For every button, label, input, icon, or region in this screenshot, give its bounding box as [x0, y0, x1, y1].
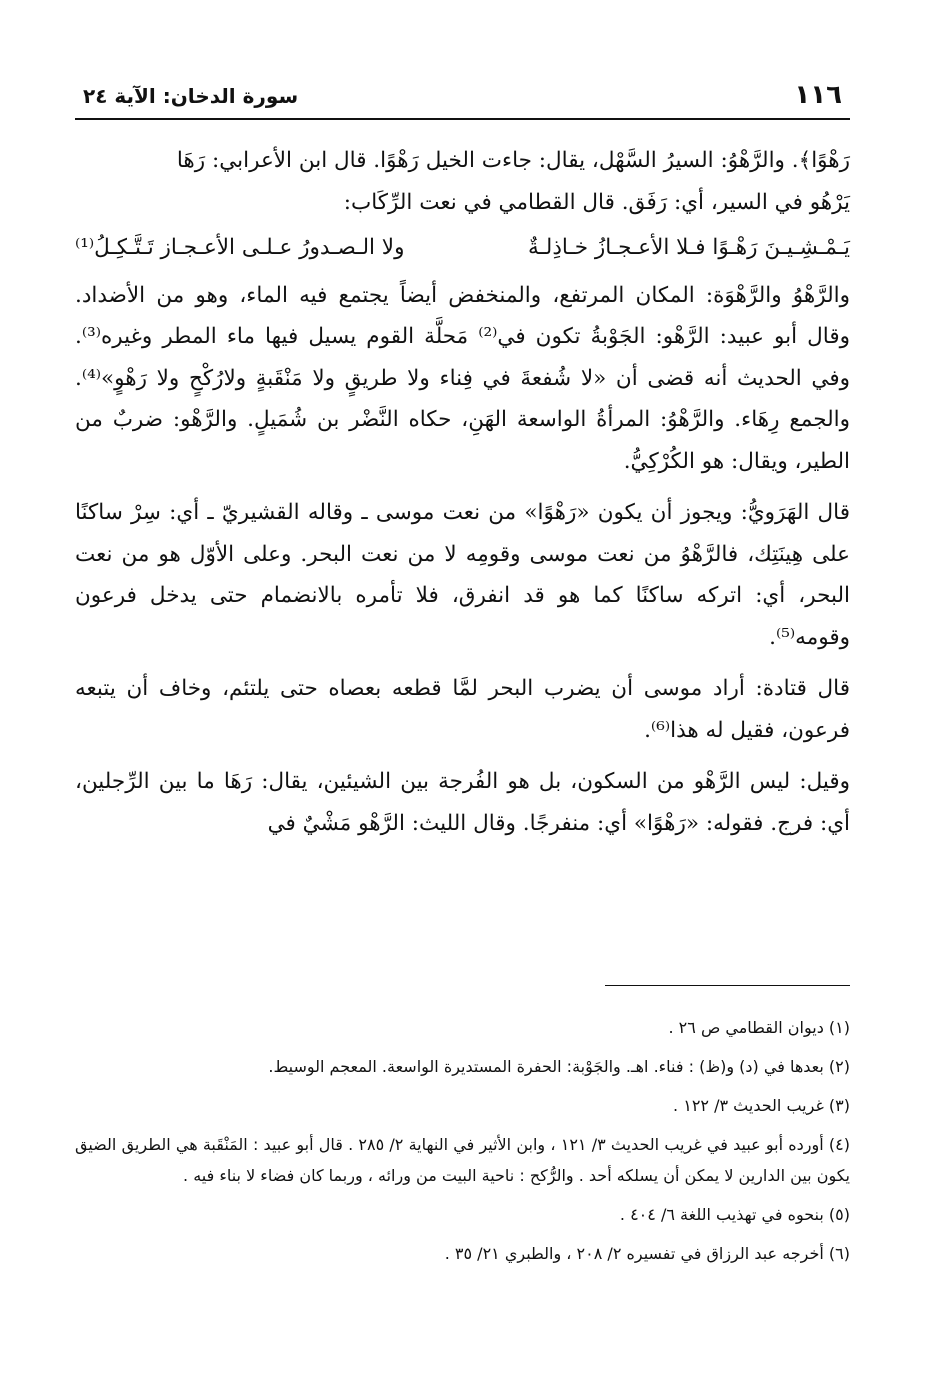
poetry-verse: [75, 227, 850, 269]
paragraph: وقيل: ليس الرَّهْو من السكون، بل هو الفُرجة بين الشيئين، يقال: رَهَا ما بين الرِّجلين، أي: فرج. فقوله: «رَهْوًا» أي: منفرجًا. وقال الليث: الرَّهْو مَشْيٌ في: [75, 769, 850, 836]
footnote: (٤) أورده أبو عبيد في غريب الحديث ٣/ ١٢١ ، وابن الأثير في النهاية ٢/ ٢٨٥ . قال أبو عبيد : المَنْقَبة هي الطريق الضيق يكون بين الدارين لا يمكن أن يسلكه أحد . والرُّكح : ناحية البيت من ورائه ، وربما كان فضاء لا بناء فيه .: [75, 1135, 850, 1185]
paragraph: قال قتادة: أراد موسى أن يضرب البحر لمَّا قطعه بعصاه حتى يلتئم، وخاف أن يتبعه فرعون، فقيل له هذا⁽⁶⁾.: [75, 676, 850, 743]
footnote: (٣) غريب الحديث ٣/ ١٢٢ .: [673, 1096, 850, 1115]
footnotes: [75, 1012, 850, 1277]
verse-second-hemistich: ولا الـصـدورُ عـلـى الأعـجـاز تَـتَّـكِـلُ⁽¹⁾: [75, 235, 405, 260]
paragraph-line: يَرْهُو في السير، أي: رَفَق. قال القطامي في نعت الرِّكَاب:: [343, 189, 850, 215]
paragraph: قال الهَرَويُّ: ويجوز أن يكون «رَهْوًا» من نعت موسى ـ وقاله القشيريّ ـ أي: سِرْ ساكنًا على هِينَتِك، فالرَّهْوُ من نعت موسى وقومِه لا من نعت البحر. وعلى الأوّل هو من نعت البحر، أي: اتركه ساكنًا كما هو قد انفرق، فلا تأمره بالانضمام حتى يدخل فرعون وقومه⁽⁵⁾.: [75, 500, 850, 650]
footnote: (٦) أخرجه عبد الرزاق في تفسيره ٢/ ٢٠٨ ، والطبري ٢١/ ٣٥ .: [444, 1244, 850, 1263]
running-title: سورة الدخان: الآية ٢٤: [83, 84, 299, 108]
footnote-separator: [605, 985, 850, 986]
footnote: (٢) بعدها في (د) و(ظ) : فناء. اهـ. والجَوْبة: الحفرة المستديرة الواسعة. المعجم الوسيط.: [268, 1057, 850, 1076]
main-text: [75, 140, 850, 844]
page-header: [75, 70, 850, 120]
footnote: (٥) بنحوه في تهذيب اللغة ٦/ ٤٠٤ .: [619, 1205, 850, 1224]
paragraph-line: رَهْوًا﴾. والرَّهْوُ: السيرُ السَّهْل، يقال: جاءت الخيل رَهْوًا. قال ابن الأعرابي: رَهَا: [176, 148, 850, 173]
footnote: (١) ديوان القطامي ص ٢٦ .: [668, 1018, 850, 1037]
page-number: ١١٦: [794, 80, 842, 110]
paragraph: والرَّهْوُ والرَّهْوَة: المكان المرتفع، والمنخفض أيضاً يجتمع فيه الماء، وهو من الأضداد. وقال أبو عبيد: الرَّهْو: الجَوْبةُ تكون في⁽²⁾ مَحلَّة القوم يسيل فيها ماء المطر وغيره⁽³⁾. وفي الحديث أنه قضى أن «لا شُفعةَ في فِناء ولا طريقٍ ولا مَنْقَبةٍ ولارُكْحٍ ولا رَهْوٍ»⁽⁴⁾. والجمع رِهَاء. والرَّهْوُ: المرأةُ الواسعة الهَنِ، حكاه النَّضْر بن شُمَيلٍ. والرَّهْو: ضربٌ من الطير، ويقال: هو الكُرْكِيُّ.: [75, 282, 850, 474]
verse-first-hemistich: يَـمْـشِـيـنَ رَهْـوًا فـلا الأعـجـازُ خـاذِلـةٌ: [527, 235, 850, 260]
